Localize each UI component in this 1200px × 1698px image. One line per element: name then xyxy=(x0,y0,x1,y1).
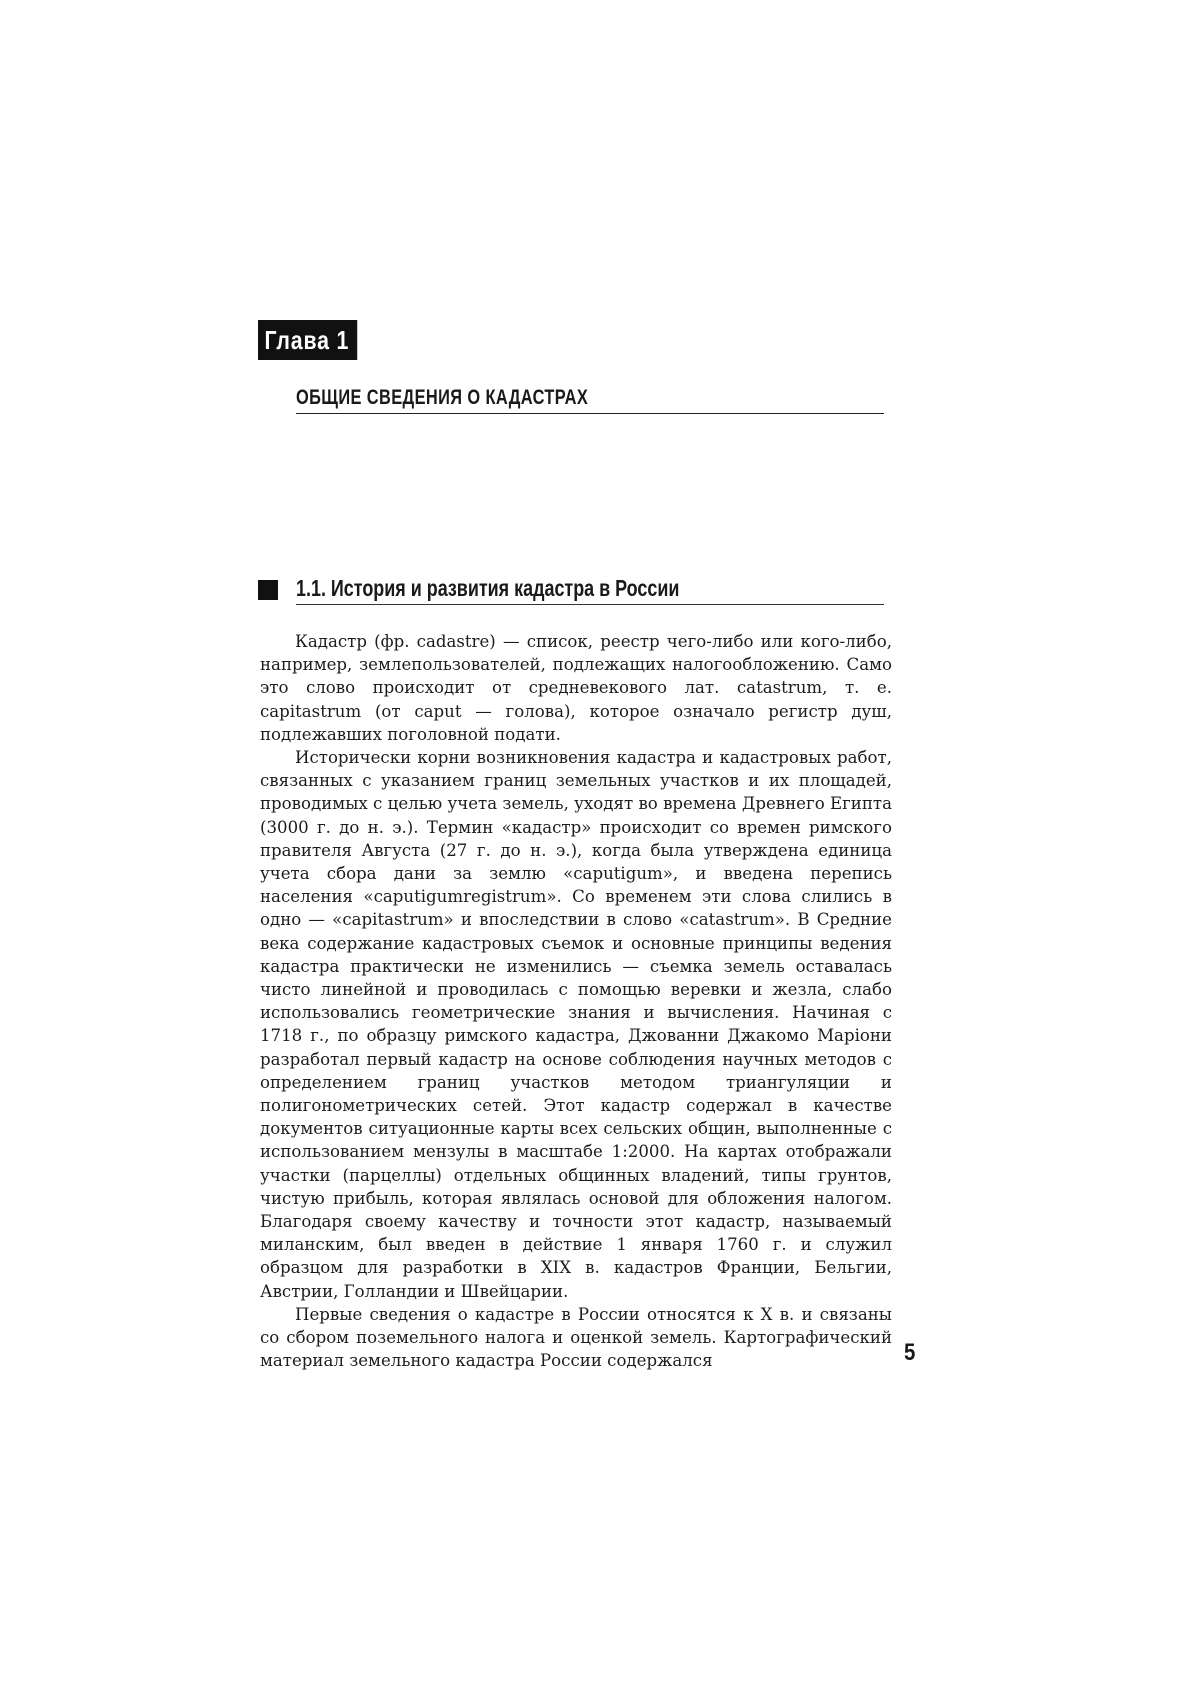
chapter-label: Глава 1 xyxy=(258,320,357,360)
paragraph-1: Кадастр (фр. cadastre) — список, реестр чего-либо или кого-либо, например, землепользователей, подлежащих налогообложению. Само это слово происходит от средневекового лат. catastrum, т. е. capitastrum (от caput — голова), которое означало регистр душ, подлежавших поголовной подати. xyxy=(260,630,892,746)
body-text xyxy=(260,630,892,1373)
chapter-title-text: ОБЩИЕ СВЕДЕНИЯ О КАДАСТРАХ xyxy=(296,383,588,413)
section-title xyxy=(296,572,884,605)
page-number: 5 xyxy=(904,1339,915,1367)
paragraph-2: Исторически корни возникновения кадастра и кадастровых работ, связанных с указанием границ земельных участков и их площадей, проводимых с целью учета земель, уходят во времена Древнего Египта (3000 г. до н. э.). Термин «кадастр» происходит со времен римского правителя Августа (27 г. до н. э.), когда была утверждена единица учета сбора дани за землю «caputigum», и введена перепись населения «caputigumregistrum». Со временем эти слова слились в одно — «capitastrum» и впоследствии в слово «catastrum». В Средние века содержание кадастровых съемок и основные принципы ведения кадастра практически не изменились — съемка земель оставалась чисто линейной и проводилась с помощью веревки и жезла, слабо использовались геометрические знания и вычисления. Начиная с 1718 г., по образцу римского кадастра, Джованни Джакомо Марioни разработал первый кадастр на основе соблюдения научных методов с определением границ участков методом триангуляции и полигонометрических сетей. Этот кадастр содержал в качестве документов ситуационные карты всех сельских общин, выполненные с использованием мензулы в масштабе 1:2000. На картах отображали участки (парцеллы) отдельных общинных владений, типы грунтов, чистую прибыль, которая являлась основой для обложения налогом. Благодаря своему качеству и точности этот кадастр, называемый миланским, был введен в действие 1 января 1760 г. и служил образцом для разработки в XIX в. кадастров Франции, Бельгии, Австрии, Голландии и Швейцарии. xyxy=(260,746,892,1303)
chapter-title xyxy=(296,383,884,414)
section-title-text: 1.1. История и развития кадастра в России xyxy=(296,572,679,604)
book-page xyxy=(0,0,1200,1698)
section-marker-square xyxy=(258,580,278,600)
paragraph-3: Первые сведения о кадастре в России относятся к X в. и связаны со сбором поземельного налога и оценкой земель. Картографический материал земельного кадастра России содержался xyxy=(260,1303,892,1373)
